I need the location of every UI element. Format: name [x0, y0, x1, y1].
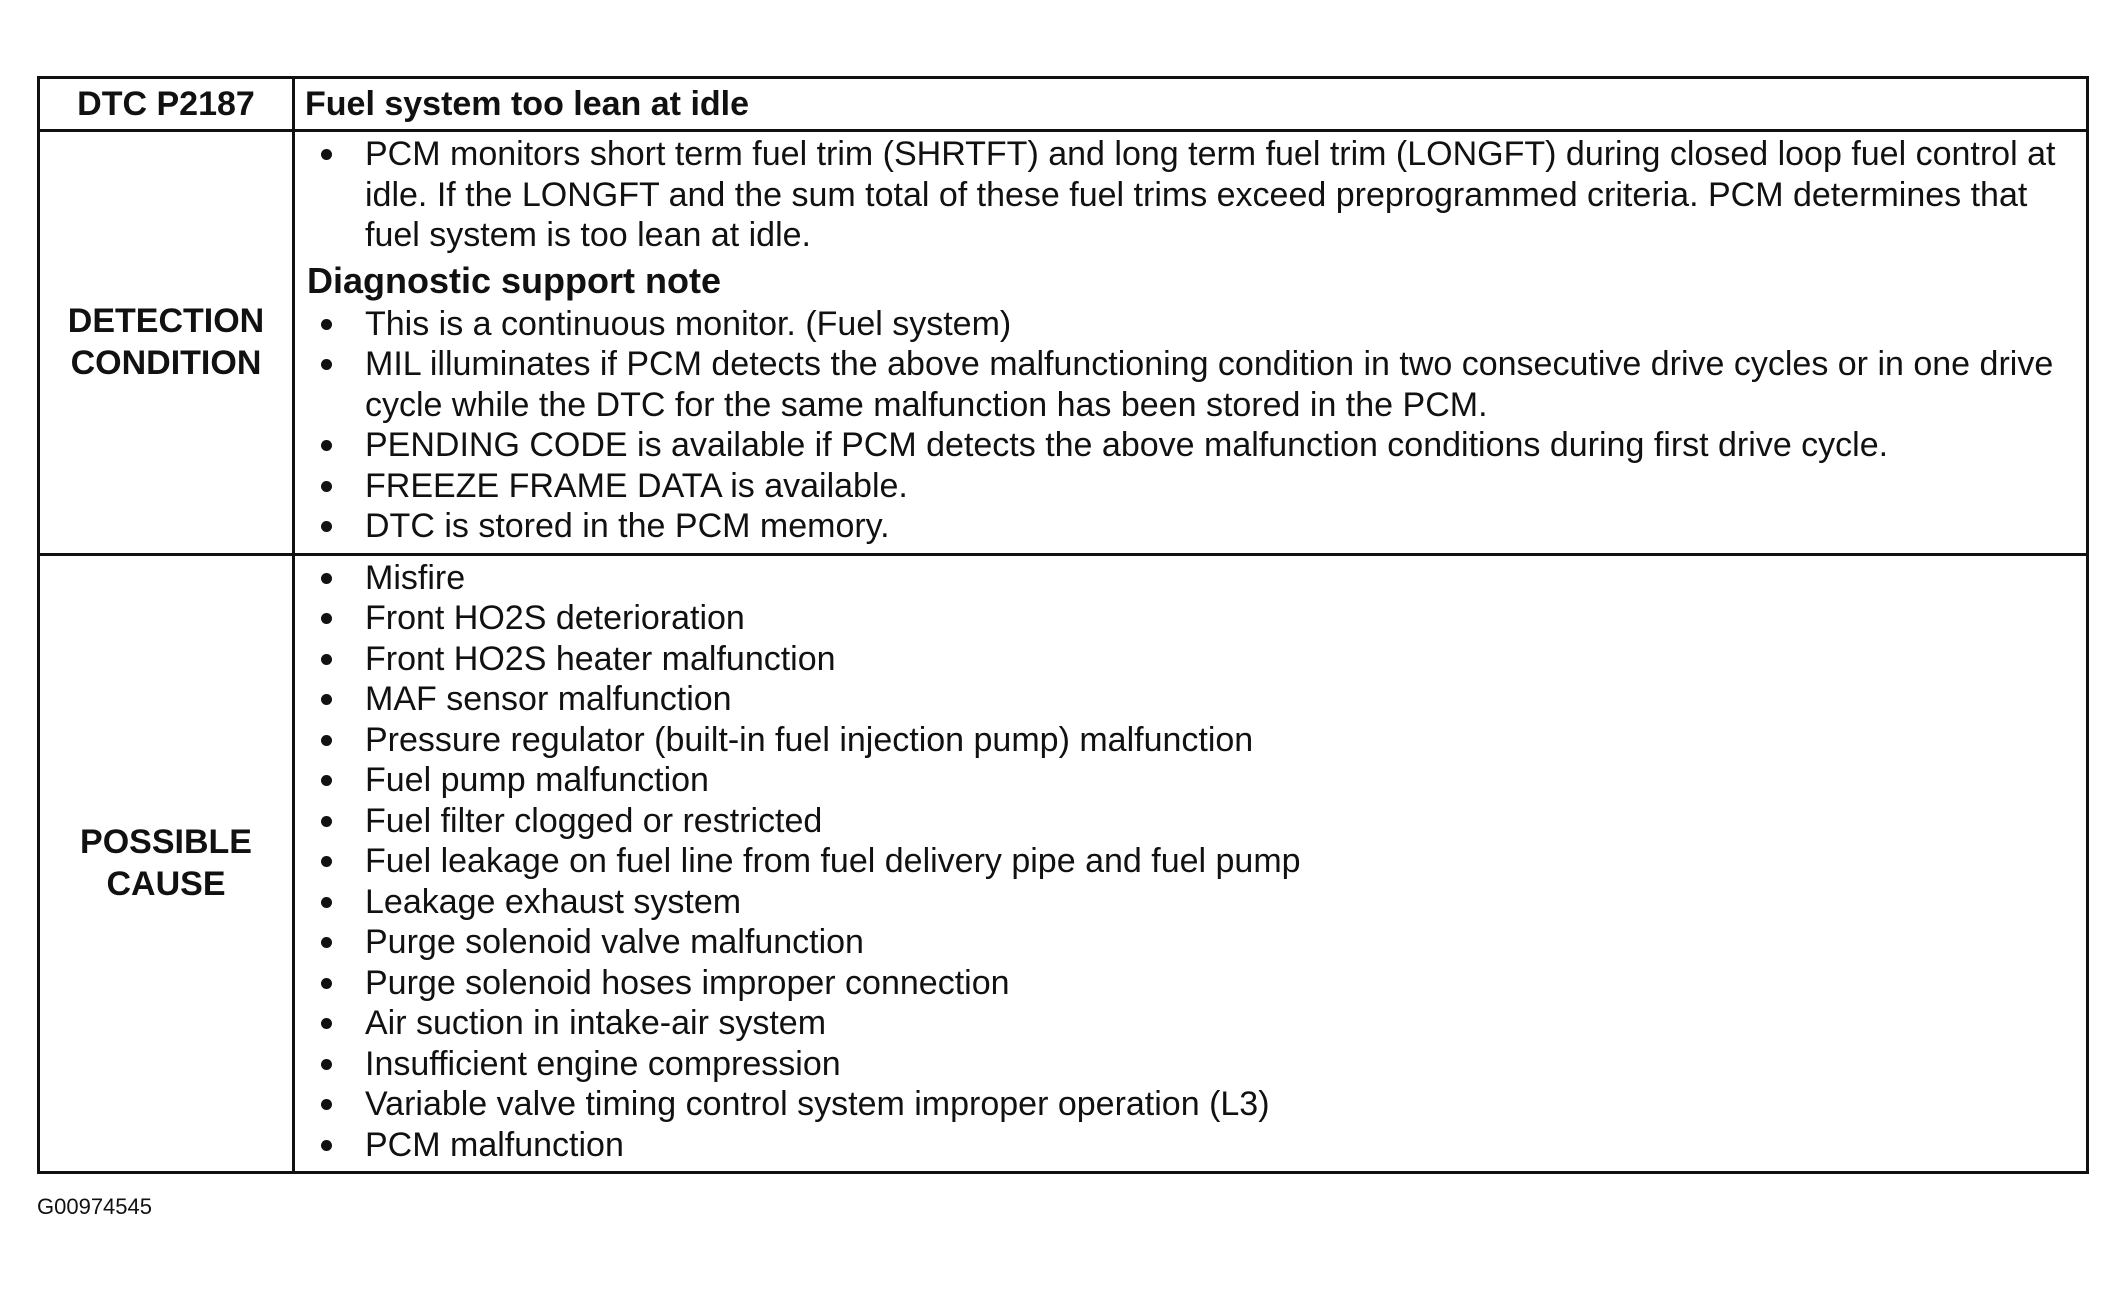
list-item: Misfire [307, 558, 2074, 599]
detection-condition-row [39, 131, 2088, 555]
list-item: DTC is stored in the PCM memory. [307, 506, 2074, 547]
dtc-code: DTC P2187 [39, 78, 294, 131]
list-item: PCM malfunction [307, 1125, 2074, 1166]
list-item: Fuel pump malfunction [307, 760, 2074, 801]
diagnostic-support-heading: Diagnostic support note [307, 259, 721, 301]
list-item: Air suction in intake-air system [307, 1003, 2074, 1044]
list-item: PENDING CODE is available if PCM detects the above malfunction conditions during first drive cycle. [307, 425, 2074, 466]
dtc-title: Fuel system too lean at idle [294, 78, 2088, 131]
list-item: Insufficient engine compression [307, 1044, 2074, 1085]
detection-condition-content [294, 131, 2088, 555]
list-item: Front HO2S heater malfunction [307, 639, 2074, 680]
detection-condition-label [39, 131, 294, 555]
list-item: Fuel filter clogged or restricted [307, 801, 2074, 842]
list-item: Purge solenoid hoses improper connection [307, 963, 2074, 1004]
list-item: Fuel leakage on fuel line from fuel delivery pipe and fuel pump [307, 841, 2074, 882]
figure-code: G00974545 [37, 1194, 152, 1219]
cause-label-line1: POSSIBLE [80, 823, 252, 862]
list-item: MAF sensor malfunction [307, 679, 2074, 720]
list-item: Front HO2S deterioration [307, 598, 2074, 639]
list-item: FREEZE FRAME DATA is available. [307, 466, 2074, 507]
possible-cause-label [39, 554, 294, 1173]
possible-cause-list [307, 558, 2074, 1166]
dtc-header-row [39, 78, 2088, 131]
diagnostic-support-list [307, 304, 2074, 547]
list-item: Pressure regulator (built-in fuel injection pump) malfunction [307, 720, 2074, 761]
detection-label-line2: CONDITION [70, 344, 262, 383]
dtc-table [37, 76, 2089, 1174]
detection-label-line1: DETECTION [67, 302, 265, 341]
list-item: MIL illuminates if PCM detects the above malfunctioning condition in two consecutive drive cycles or in one drive cycle while the DTC for the same malfunction has been stored in the PCM. [307, 344, 2074, 425]
list-item: Leakage exhaust system [307, 882, 2074, 923]
possible-cause-row [39, 554, 2088, 1173]
cause-label-line2: CAUSE [106, 865, 226, 904]
list-item: This is a continuous monitor. (Fuel system) [307, 304, 2074, 345]
detection-intro-list [307, 134, 2074, 256]
list-item: Purge solenoid valve malfunction [307, 922, 2074, 963]
list-item: Variable valve timing control system improper operation (L3) [307, 1084, 2074, 1125]
possible-cause-content [294, 554, 2088, 1173]
list-item: PCM monitors short term fuel trim (SHRTFT) and long term fuel trim (LONGFT) during closed loop fuel control at idle. If the LONGFT and the sum total of these fuel trims exceed preprogrammed criteria. PCM determines that fuel system is too lean at idle. [307, 134, 2074, 256]
